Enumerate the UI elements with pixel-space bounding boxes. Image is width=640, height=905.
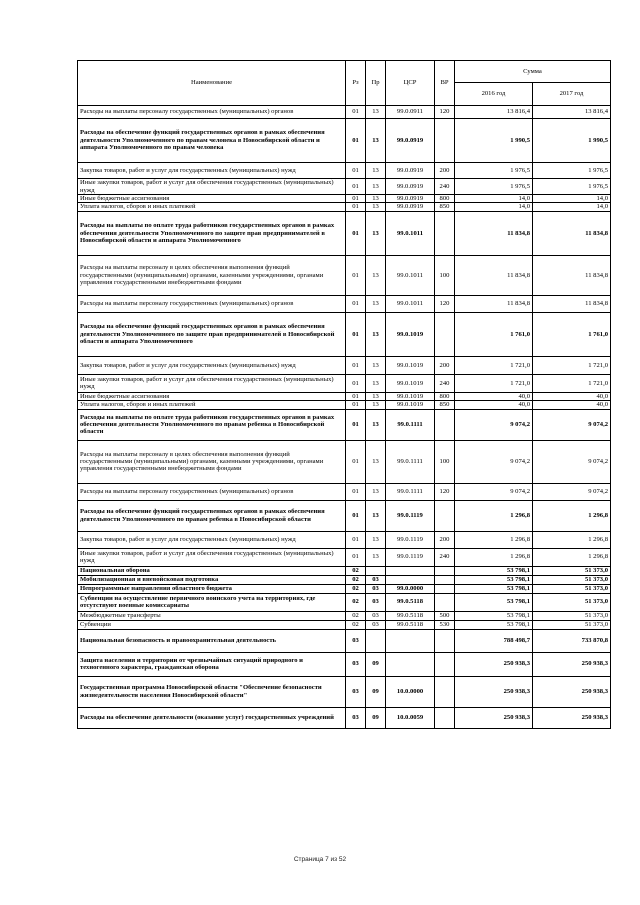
cell-name: Непрограммные направления областного бюджета [78,584,346,593]
cell-pr: 13 [366,409,386,440]
table-row [78,374,611,392]
cell-sum-2016: 53 798,1 [455,584,533,593]
cell-rz: 01 [346,163,366,179]
cell-sum-2017: 14,0 [533,203,611,211]
cell-csr: 10.0.0000 [386,676,435,707]
cell-sum-2016: 53 798,1 [455,566,533,575]
cell-sum-2017: 1 296,8 [533,531,611,548]
cell-vr: 200 [435,531,455,548]
cell-rz: 01 [346,255,366,295]
cell-rz: 03 [346,707,366,728]
cell-name: Межбюджетные трансферты [78,611,346,620]
cell-sum-2016: 40,0 [455,401,533,409]
cell-vr: 120 [435,483,455,500]
cell-name: Расходы на выплаты по оплате труда работников государственных органов в рамках обеспечения деятельности Уполномоченного по защите прав предпринимателей в Новосибирской области и аппарата Уполномоченного [78,211,346,255]
cell-pr: 13 [366,295,386,312]
cell-rz: 01 [346,295,366,312]
cell-csr: 99.0.5118 [386,593,435,611]
cell-csr: 99.0.0919 [386,195,435,203]
cell-rz: 02 [346,566,366,575]
cell-pr: 13 [366,211,386,255]
cell-rz: 01 [346,440,366,483]
cell-csr: 99.0.1119 [386,531,435,548]
cell-name: Закупка товаров, работ и услуг для государственных (муниципальных) нужд [78,163,346,179]
cell-name: Закупка товаров, работ и услуг для государственных (муниципальных) нужд [78,356,346,374]
cell-name: Расходы на выплаты персоналу в целях обеспечения выполнения функций государственными (муниципальными) органами, казенными учреждениями, органами управления государственными внебюджетными фондами [78,440,346,483]
table-row [78,163,611,179]
table-row [78,483,611,500]
cell-sum-2017: 13 816,4 [533,106,611,119]
cell-vr: 240 [435,179,455,195]
cell-rz: 01 [346,203,366,211]
cell-rz: 02 [346,584,366,593]
cell-rz: 01 [346,392,366,400]
cell-name: Национальная безопасность и правоохранительная деятельность [78,629,346,652]
cell-pr: 13 [366,119,386,163]
cell-csr: 99.0.5118 [386,611,435,620]
cell-sum-2016: 250 938,3 [455,676,533,707]
cell-rz: 01 [346,483,366,500]
cell-sum-2017: 11 834,8 [533,211,611,255]
cell-rz: 01 [346,106,366,119]
cell-pr: 03 [366,611,386,620]
cell-vr [435,575,455,584]
cell-sum-2017: 51 373,0 [533,575,611,584]
table-row [78,312,611,356]
table-row [78,531,611,548]
cell-sum-2017: 9 074,2 [533,409,611,440]
cell-csr: 99.0.0919 [386,203,435,211]
budget-table [77,60,611,729]
cell-sum-2017: 1 296,8 [533,548,611,566]
cell-vr: 240 [435,548,455,566]
cell-rz: 01 [346,312,366,356]
cell-csr: 99.0.1011 [386,295,435,312]
cell-name: Расходы на обеспечение функций государственных органов в рамках обеспечения деятельности Уполномоченного по правам ребенка в Новосибирской области [78,500,346,531]
cell-rz: 01 [346,195,366,203]
table-row [78,195,611,203]
cell-csr: 99.0.1011 [386,211,435,255]
cell-vr: 800 [435,195,455,203]
cell-sum-2016: 250 938,3 [455,707,533,728]
cell-sum-2016: 53 798,1 [455,575,533,584]
cell-sum-2016: 11 834,8 [455,255,533,295]
cell-pr: 13 [366,440,386,483]
cell-csr: 99.0.0919 [386,119,435,163]
cell-sum-2017: 1 976,5 [533,163,611,179]
table-row [78,652,611,676]
cell-name: Иные закупки товаров, работ и услуг для обеспечения государственных (муниципальных) нужд [78,374,346,392]
cell-csr: 99.0.1119 [386,500,435,531]
header-csr: ЦСР [386,61,435,106]
cell-csr: 99.0.1111 [386,409,435,440]
cell-sum-2017: 51 373,0 [533,593,611,611]
cell-vr [435,119,455,163]
cell-sum-2017: 1 976,5 [533,179,611,195]
cell-sum-2016: 14,0 [455,203,533,211]
table-row [78,211,611,255]
cell-sum-2016: 11 834,8 [455,295,533,312]
cell-sum-2016: 53 798,1 [455,620,533,629]
cell-rz: 03 [346,676,366,707]
cell-name: Иные бюджетные ассигнования [78,195,346,203]
cell-pr: 09 [366,652,386,676]
table-row [78,106,611,119]
cell-vr: 100 [435,440,455,483]
header-vr: ВР [435,61,455,106]
cell-sum-2016: 1 296,8 [455,548,533,566]
table-row [78,255,611,295]
cell-rz: 02 [346,575,366,584]
table-row [78,119,611,163]
cell-rz: 02 [346,593,366,611]
cell-pr: 13 [366,500,386,531]
cell-vr [435,500,455,531]
cell-sum-2017: 250 938,3 [533,676,611,707]
cell-pr: 13 [366,106,386,119]
cell-sum-2017: 40,0 [533,392,611,400]
cell-name: Уплата налогов, сборов и иных платежей [78,401,346,409]
cell-csr: 99.0.1111 [386,483,435,500]
cell-sum-2016: 53 798,1 [455,611,533,620]
cell-sum-2016: 9 074,2 [455,440,533,483]
cell-vr [435,593,455,611]
cell-pr: 03 [366,620,386,629]
cell-rz: 03 [346,652,366,676]
cell-sum-2016: 1 976,5 [455,163,533,179]
cell-vr [435,409,455,440]
table-row [78,593,611,611]
cell-csr: 99.0.1011 [386,255,435,295]
cell-pr: 13 [366,392,386,400]
cell-csr: 99.0.0000 [386,584,435,593]
cell-csr: 99.0.1019 [386,356,435,374]
cell-name: Иные бюджетные ассигнования [78,392,346,400]
cell-pr: 13 [366,312,386,356]
cell-name: Расходы на выплаты персоналу в целях обеспечения выполнения функций государственными (муниципальными) органами, казенными учреждениями, органами управления государственными внебюджетными фондами [78,255,346,295]
table-row [78,295,611,312]
cell-csr: 99.0.5118 [386,620,435,629]
cell-pr: 13 [366,531,386,548]
cell-rz: 01 [346,401,366,409]
table-row [78,620,611,629]
cell-vr: 120 [435,106,455,119]
table-row [78,401,611,409]
cell-vr [435,312,455,356]
table-row [78,409,611,440]
cell-rz: 01 [346,409,366,440]
cell-sum-2016: 13 816,4 [455,106,533,119]
cell-name: Защита населения и территории от чрезвычайных ситуаций природного и техногенного характера, гражданская оборона [78,652,346,676]
cell-sum-2016: 1 296,8 [455,531,533,548]
cell-vr: 530 [435,620,455,629]
cell-sum-2016: 9 074,2 [455,483,533,500]
cell-sum-2016: 40,0 [455,392,533,400]
cell-name: Расходы на обеспечение функций государственных органов в рамках обеспечения деятельности Уполномоченного по защите прав предпринимателей в Новосибирской области и аппарата Уполномоченного [78,312,346,356]
cell-rz: 03 [346,629,366,652]
cell-sum-2017: 11 834,8 [533,255,611,295]
cell-sum-2017: 40,0 [533,401,611,409]
table-body [78,106,611,729]
table-row [78,611,611,620]
header-2016: 2016 год [455,83,533,106]
cell-sum-2016: 1 721,0 [455,374,533,392]
cell-sum-2017: 51 373,0 [533,611,611,620]
cell-sum-2017: 1 721,0 [533,374,611,392]
cell-name: Расходы на выплаты персоналу государственных (муниципальных) органов [78,483,346,500]
table-row [78,629,611,652]
cell-pr: 13 [366,483,386,500]
cell-name: Иные закупки товаров, работ и услуг для обеспечения государственных (муниципальных) нужд [78,179,346,195]
cell-rz: 02 [346,620,366,629]
cell-pr: 13 [366,179,386,195]
cell-rz: 01 [346,374,366,392]
table-row [78,676,611,707]
cell-pr [366,566,386,575]
cell-name: Закупка товаров, работ и услуг для государственных (муниципальных) нужд [78,531,346,548]
header-name: Наименование [78,61,346,106]
table-row [78,566,611,575]
page-number: Страница 7 из 52 [293,856,347,863]
cell-csr: 99.0.0919 [386,163,435,179]
cell-name: Уплата налогов, сборов и иных платежей [78,203,346,211]
cell-sum-2016: 1 296,8 [455,500,533,531]
cell-sum-2017: 1 296,8 [533,500,611,531]
cell-sum-2016: 788 498,7 [455,629,533,652]
cell-name: Расходы на обеспечение функций государственных органов в рамках обеспечения деятельности Уполномоченного по правам человека в Новосибирской области и аппарата Уполномоченного по правам человека [78,119,346,163]
cell-csr [386,575,435,584]
cell-csr: 99.0.0911 [386,106,435,119]
cell-sum-2017: 51 373,0 [533,566,611,575]
cell-csr: 99.0.1119 [386,548,435,566]
cell-sum-2016: 1 761,0 [455,312,533,356]
cell-csr: 99.0.0919 [386,179,435,195]
cell-vr: 850 [435,203,455,211]
header-2017: 2017 год [533,83,611,106]
cell-sum-2017: 1 721,0 [533,356,611,374]
cell-vr [435,629,455,652]
cell-sum-2016: 1 990,5 [455,119,533,163]
cell-csr: 10.0.0059 [386,707,435,728]
cell-rz: 01 [346,548,366,566]
cell-vr [435,707,455,728]
cell-csr: 99.0.1111 [386,440,435,483]
table-row [78,548,611,566]
cell-pr: 13 [366,374,386,392]
cell-rz: 02 [346,611,366,620]
cell-vr: 100 [435,255,455,295]
cell-sum-2016: 1 976,5 [455,179,533,195]
cell-sum-2017: 11 834,8 [533,295,611,312]
cell-csr: 99.0.1019 [386,392,435,400]
cell-sum-2017: 1 990,5 [533,119,611,163]
table-row [78,179,611,195]
table-row [78,203,611,211]
cell-pr: 13 [366,356,386,374]
cell-sum-2017: 9 074,2 [533,440,611,483]
cell-sum-2016: 53 798,1 [455,593,533,611]
cell-rz: 01 [346,179,366,195]
cell-pr [366,629,386,652]
cell-pr: 13 [366,163,386,179]
table-row [78,707,611,728]
cell-vr: 800 [435,392,455,400]
cell-csr [386,652,435,676]
cell-sum-2017: 14,0 [533,195,611,203]
cell-pr: 13 [366,401,386,409]
cell-name: Расходы на выплаты по оплате труда работников государственных органов в рамках обеспечения деятельности Уполномоченного по правам ребенка в Новосибирской области [78,409,346,440]
cell-name: Государственная программа Новосибирской области "Обеспечение безопасности жизнедеятельности населения Новосибирской области" [78,676,346,707]
cell-vr [435,566,455,575]
cell-sum-2017: 250 938,3 [533,707,611,728]
table-row [78,575,611,584]
cell-name: Субвенции [78,620,346,629]
cell-rz: 01 [346,119,366,163]
table-row [78,440,611,483]
cell-sum-2017: 9 074,2 [533,483,611,500]
cell-csr: 99.0.1019 [386,401,435,409]
cell-name: Расходы на обеспечение деятельности (оказание услуг) государственных учреждений [78,707,346,728]
cell-csr: 99.0.1019 [386,312,435,356]
cell-pr: 03 [366,593,386,611]
cell-vr [435,652,455,676]
header-rz: Рз [346,61,366,106]
cell-sum-2016: 11 834,8 [455,211,533,255]
cell-vr: 200 [435,163,455,179]
cell-vr [435,676,455,707]
cell-sum-2017: 733 870,8 [533,629,611,652]
cell-sum-2016: 250 938,3 [455,652,533,676]
cell-pr: 09 [366,676,386,707]
cell-rz: 01 [346,500,366,531]
cell-sum-2016: 9 074,2 [455,409,533,440]
cell-name: Мобилизационная и вневойсковая подготовка [78,575,346,584]
cell-csr [386,629,435,652]
cell-vr: 850 [435,401,455,409]
cell-rz: 01 [346,211,366,255]
cell-pr: 03 [366,575,386,584]
cell-sum-2017: 250 938,3 [533,652,611,676]
cell-name: Иные закупки товаров, работ и услуг для обеспечения государственных (муниципальных) нужд [78,548,346,566]
cell-vr [435,211,455,255]
cell-vr: 240 [435,374,455,392]
cell-csr [386,566,435,575]
cell-pr: 09 [366,707,386,728]
cell-pr: 03 [366,584,386,593]
cell-sum-2017: 51 373,0 [533,620,611,629]
cell-sum-2016: 1 721,0 [455,356,533,374]
table-row [78,500,611,531]
cell-rz: 01 [346,531,366,548]
cell-rz: 01 [346,356,366,374]
cell-pr: 13 [366,548,386,566]
cell-name: Национальная оборона [78,566,346,575]
cell-vr: 500 [435,611,455,620]
cell-name: Расходы на выплаты персоналу государственных (муниципальных) органов [78,106,346,119]
table-row [78,392,611,400]
cell-vr: 200 [435,356,455,374]
cell-name: Расходы на выплаты персоналу государственных (муниципальных) органов [78,295,346,312]
cell-vr: 120 [435,295,455,312]
header-pr: Пр [366,61,386,106]
cell-csr: 99.0.1019 [386,374,435,392]
header-sum: Сумма [455,61,611,83]
table-row [78,584,611,593]
cell-sum-2017: 1 761,0 [533,312,611,356]
cell-pr: 13 [366,195,386,203]
cell-name: Субвенции на осуществление первичного воинского учета на территориях, где отсутствуют военные комиссариаты [78,593,346,611]
table-row [78,356,611,374]
cell-sum-2016: 14,0 [455,195,533,203]
cell-pr: 13 [366,203,386,211]
cell-pr: 13 [366,255,386,295]
cell-vr [435,584,455,593]
cell-sum-2017: 51 373,0 [533,584,611,593]
